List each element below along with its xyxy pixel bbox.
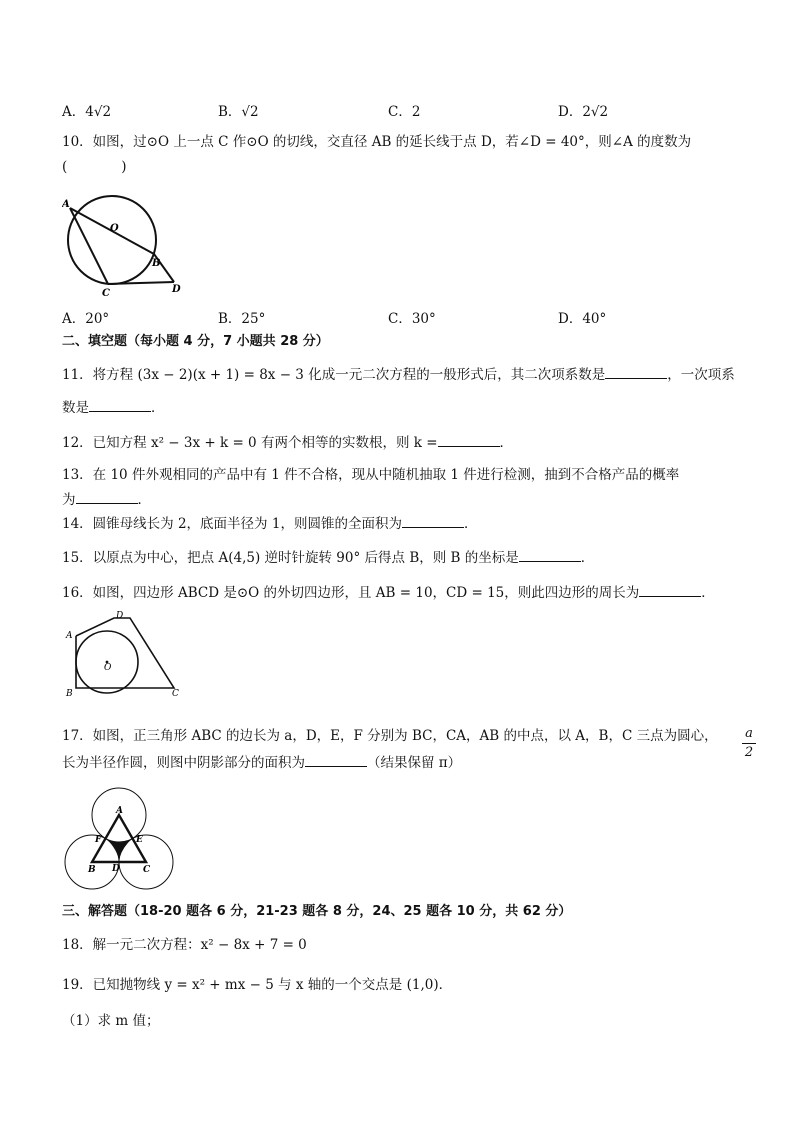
- q16-end: ．: [701, 585, 715, 601]
- q19-sub1: （1）求 m 值；: [62, 1013, 160, 1029]
- q17-line2: [62, 752, 461, 773]
- q17-blank[interactable]: [305, 752, 367, 767]
- q11-line2: [62, 397, 165, 418]
- q16-label-b: B: [66, 689, 73, 698]
- q11-text-2: ，一次项系: [667, 367, 735, 383]
- q10-option-a[interactable]: A．20°: [62, 311, 110, 327]
- q13-text-2: 为: [62, 492, 76, 508]
- q17-figure: [62, 786, 176, 894]
- q10-label-o: O: [110, 223, 119, 234]
- q9-option-a[interactable]: A．4√2: [62, 104, 112, 120]
- q13-blank[interactable]: [76, 489, 138, 504]
- q15: [62, 547, 594, 568]
- q17-frac-num: a: [745, 726, 753, 741]
- q10-options: [62, 307, 742, 329]
- q11-line1: [62, 364, 735, 385]
- q14-text: 14．圆锥母线长为 2，底面半径为 1，则圆锥的全面积为: [62, 516, 402, 532]
- q18: 18．解一元二次方程：x² − 8x + 7 = 0: [62, 937, 307, 953]
- q15-text: 15．以原点为中心，把点 A(4,5) 逆时针旋转 90° 后得点 B，则 B 的坐标是: [62, 550, 519, 566]
- q10-stem: 10．如图，过⊙O 上一点 C 作⊙O 的切线，交直径 AB 的延长线于点 D，若∠D = 40°，则∠A 的度数为: [62, 134, 692, 150]
- q16-label-a: A: [66, 631, 73, 641]
- q10-figure: [62, 194, 188, 298]
- q13-end: ．: [137, 492, 151, 508]
- q14: [62, 513, 477, 534]
- section2-heading: 二、填空题（每小题 4 分，7 小题共 28 分）: [62, 334, 329, 349]
- q19-stem: 19．已知抛物线 y = x² + mx − 5 与 x 轴的一个交点是 (1,0)．: [62, 977, 453, 993]
- q17-label-c: C: [143, 865, 151, 875]
- q12-end: ．: [499, 435, 514, 451]
- q17-label-e: E: [136, 835, 143, 845]
- section3-heading: 三、解答题（18-20 题各 6 分，21-23 题各 8 分，24、25 题各 10 分，共 62 分）: [62, 904, 572, 919]
- q10-label-a: A: [62, 199, 70, 210]
- q17-frac-den: 2: [744, 745, 754, 760]
- q11-text-1: 11．将方程 (3x − 2)(x + 1) = 8x − 3 化成一元二次方程的一般形式后，其二次项系数是: [62, 367, 606, 383]
- q17-fraction: [742, 726, 756, 761]
- q10-label-c: C: [102, 288, 110, 298]
- q16-text: 16．如图，四边形 ABCD 是⊙O 的外切四边形，且 AB = 10，CD = 15，则此四边形的周长为: [62, 585, 640, 601]
- q10-label-d: D: [172, 284, 181, 295]
- q14-end: ．: [463, 516, 478, 532]
- q11-blank-1[interactable]: [605, 364, 667, 379]
- q9-option-d[interactable]: D．2√2: [558, 104, 609, 120]
- q17-label-a: A: [116, 806, 123, 816]
- q9-option-b[interactable]: B．√2: [218, 104, 259, 120]
- q16-label-o: O: [104, 663, 112, 673]
- q11-text-3: 数是: [62, 400, 89, 416]
- q10-option-d[interactable]: D．40°: [558, 311, 607, 327]
- q16: [62, 582, 715, 603]
- q17-text-2: 长为半径作圆，则图中阴影部分的面积为: [62, 755, 305, 771]
- q17-label-b: B: [88, 865, 96, 875]
- q17-text-3: （结果保留 π）: [367, 755, 462, 771]
- q10-label-b: B: [152, 258, 161, 269]
- q16-blank[interactable]: [639, 582, 701, 597]
- q12-text: 12．已知方程 x² − 3x + k = 0 有两个相等的实数根，则 k =: [62, 435, 438, 451]
- q17-label-f: F: [95, 835, 102, 845]
- q16-label-c: C: [172, 689, 179, 698]
- q15-blank[interactable]: [519, 547, 581, 562]
- q15-end: ．: [580, 550, 595, 566]
- q11-blank-2[interactable]: [89, 397, 151, 412]
- q9-option-c[interactable]: C．2: [388, 104, 421, 120]
- q17-label-d: D: [112, 864, 120, 874]
- q13-line2: [62, 489, 151, 510]
- q12-blank[interactable]: [438, 432, 500, 447]
- q10-answer-paren: ( ): [62, 159, 127, 175]
- q14-blank[interactable]: [402, 513, 464, 528]
- q16-figure: [62, 610, 188, 698]
- q10-option-b[interactable]: B．25°: [218, 311, 266, 327]
- q11-end: ．: [151, 400, 165, 416]
- q13-line1: 13．在 10 件外观相同的产品中有 1 件不合格，现从中随机抽取 1 件进行检测，抽到不合格产品的概率: [62, 467, 680, 483]
- q9-options: [62, 100, 742, 122]
- q17-line1: 17．如图，正三角形 ABC 的边长为 a，D，E，F 分别为 BC，CA，AB 的中点，以 A，B，C 三点为圆心，: [62, 728, 718, 744]
- q10-option-c[interactable]: C．30°: [388, 311, 436, 327]
- q12: [62, 432, 513, 453]
- q16-label-d: D: [116, 611, 124, 621]
